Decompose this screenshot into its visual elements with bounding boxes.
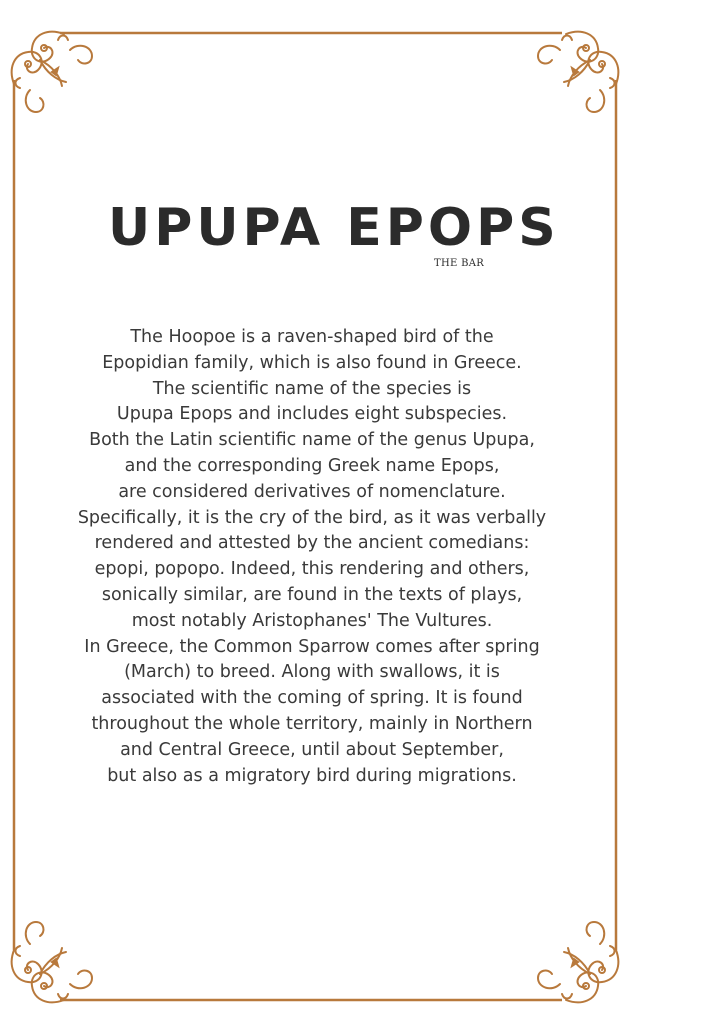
corner-ornament-top-right <box>538 32 618 112</box>
text-line: In Greece, the Common Sparrow comes after spring <box>84 636 540 657</box>
corner-ornament-bottom-left <box>12 922 92 1002</box>
logo-subtitle: THE BAR <box>434 258 485 269</box>
text-line: Specifically, it is the cry of the bird, as it was verbally <box>77 507 547 528</box>
text-line: throughout the whole territory, mainly in Northern <box>91 713 533 734</box>
text-line: rendered and attested by the ancient comedians: <box>94 533 530 554</box>
text-line: (March) to breed. Along with swallows, it is <box>124 662 500 683</box>
description-text <box>52 325 572 789</box>
text-line: most notably Aristophanes' The Vultures. <box>131 610 493 631</box>
text-line: Both the Latin scientific name of the genus Upupa, <box>89 430 535 451</box>
text-line: but also as a migratory bird during migrations. <box>107 765 517 786</box>
text-line: Upupa Epops and includes eight subspecies. <box>116 404 508 425</box>
text-line: are considered derivatives of nomenclature. <box>118 481 506 502</box>
corner-ornament-top-left <box>12 32 92 112</box>
corner-ornament-bottom-right <box>538 922 618 1002</box>
text-line: Epopidian family, which is also found in Greece. <box>102 352 522 373</box>
text-line: associated with the coming of spring. It is found <box>101 688 523 709</box>
text-line: The Hoopoe is a raven-shaped bird of the <box>130 327 494 347</box>
text-line: and Central Greece, until about September, <box>120 739 504 760</box>
text-line: sonically similar, are found in the texts of plays, <box>101 584 523 605</box>
text-line: epopi, popopo. Indeed, this rendering and others, <box>94 559 530 580</box>
logo-title: UPUPA EPOPS <box>108 198 560 258</box>
text-line: The scientific name of the species is <box>152 378 472 399</box>
text-line: and the corresponding Greek name Epops, <box>124 455 500 476</box>
logo <box>108 196 560 276</box>
